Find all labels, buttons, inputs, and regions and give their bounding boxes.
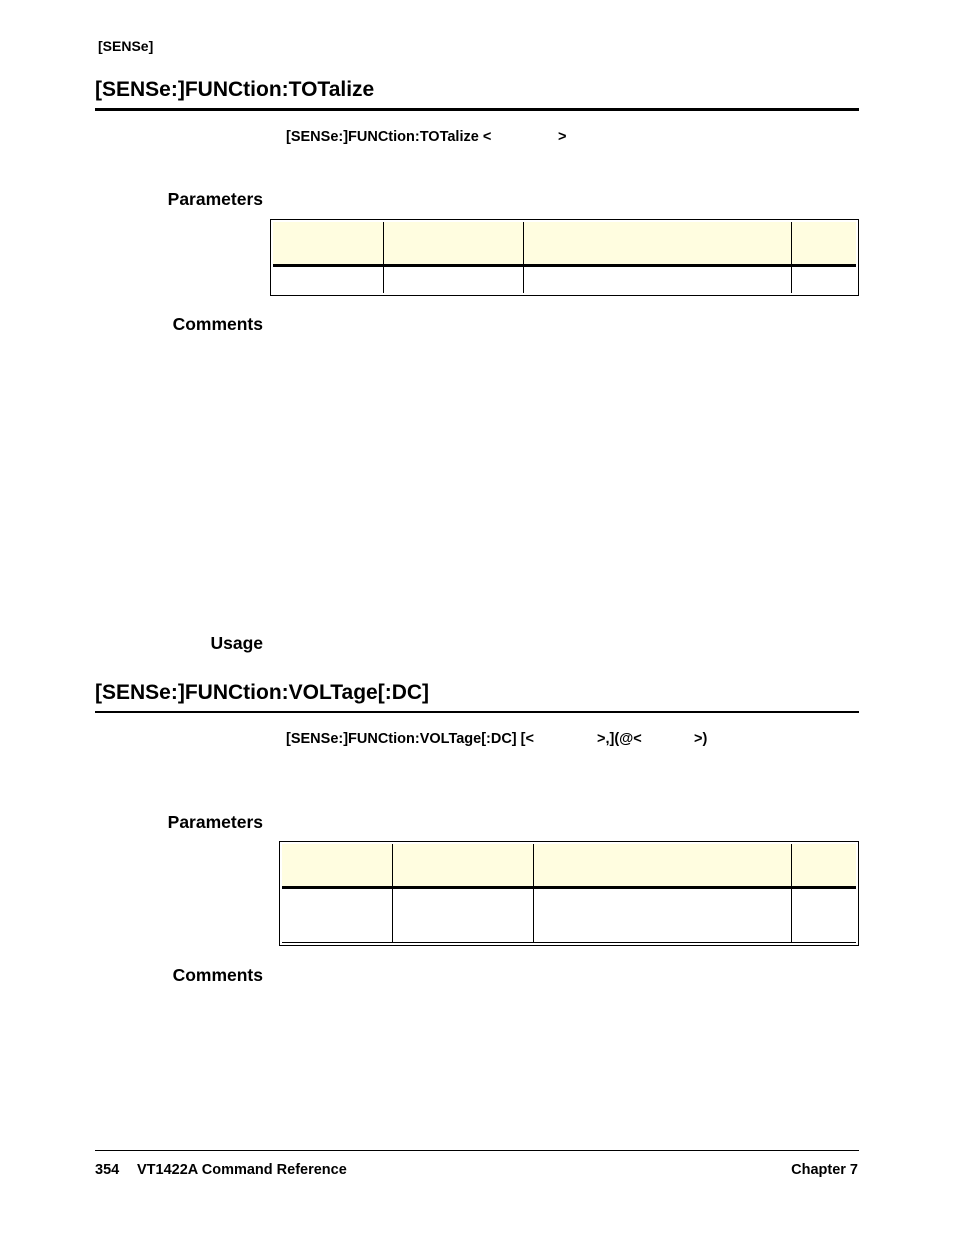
page-number: 354	[95, 1162, 120, 1178]
table-header-cell	[273, 222, 384, 267]
table-header-row	[273, 222, 856, 267]
footer-rule	[95, 1150, 859, 1151]
table-header-cell	[792, 222, 856, 267]
table-header-cell	[792, 844, 856, 889]
table-cell	[384, 267, 524, 293]
table-cell	[393, 889, 534, 943]
section-title-voltage: [SENSe:]FUNCtion:VOLTage[:DC]	[95, 681, 430, 704]
table-header-cell	[524, 222, 792, 267]
table-header-cell	[384, 222, 524, 267]
syntax-part: [SENSe:]FUNCtion:VOLTage[:DC] [<	[286, 731, 534, 747]
syntax-part: [SENSe:]FUNCtion:TOTalize <	[286, 129, 492, 145]
table-header-cell	[534, 844, 792, 889]
table-row	[273, 267, 856, 293]
syntax-part: >)	[694, 731, 708, 747]
table-cell	[524, 267, 792, 293]
command-syntax	[286, 129, 846, 149]
comments-label: Comments	[172, 314, 263, 334]
table-cell	[792, 267, 856, 293]
parameters-table	[279, 841, 859, 946]
section-rule	[95, 108, 859, 111]
syntax-part: >,](@<	[597, 731, 642, 747]
syntax-part: >	[558, 129, 567, 145]
table-header-cell	[393, 844, 534, 889]
section-rule	[95, 711, 859, 713]
chapter-label: Chapter 7	[791, 1162, 858, 1178]
comments-label: Comments	[172, 965, 263, 985]
parameters-label: Parameters	[167, 812, 263, 832]
usage-label: Usage	[210, 633, 263, 653]
running-head: [SENSe]	[98, 38, 154, 54]
table-header-row	[282, 844, 856, 889]
table-cell	[282, 889, 393, 943]
table-cell	[273, 267, 384, 293]
table-row	[282, 889, 856, 943]
section-title-totalize: [SENSe:]FUNCtion:TOTalize	[95, 78, 375, 101]
command-syntax	[286, 731, 846, 751]
table-cell	[792, 889, 856, 943]
parameters-label: Parameters	[167, 189, 263, 209]
book-title: VT1422A Command Reference	[137, 1162, 347, 1178]
table-cell	[534, 889, 792, 943]
parameters-table	[270, 219, 859, 296]
table-header-cell	[282, 844, 393, 889]
